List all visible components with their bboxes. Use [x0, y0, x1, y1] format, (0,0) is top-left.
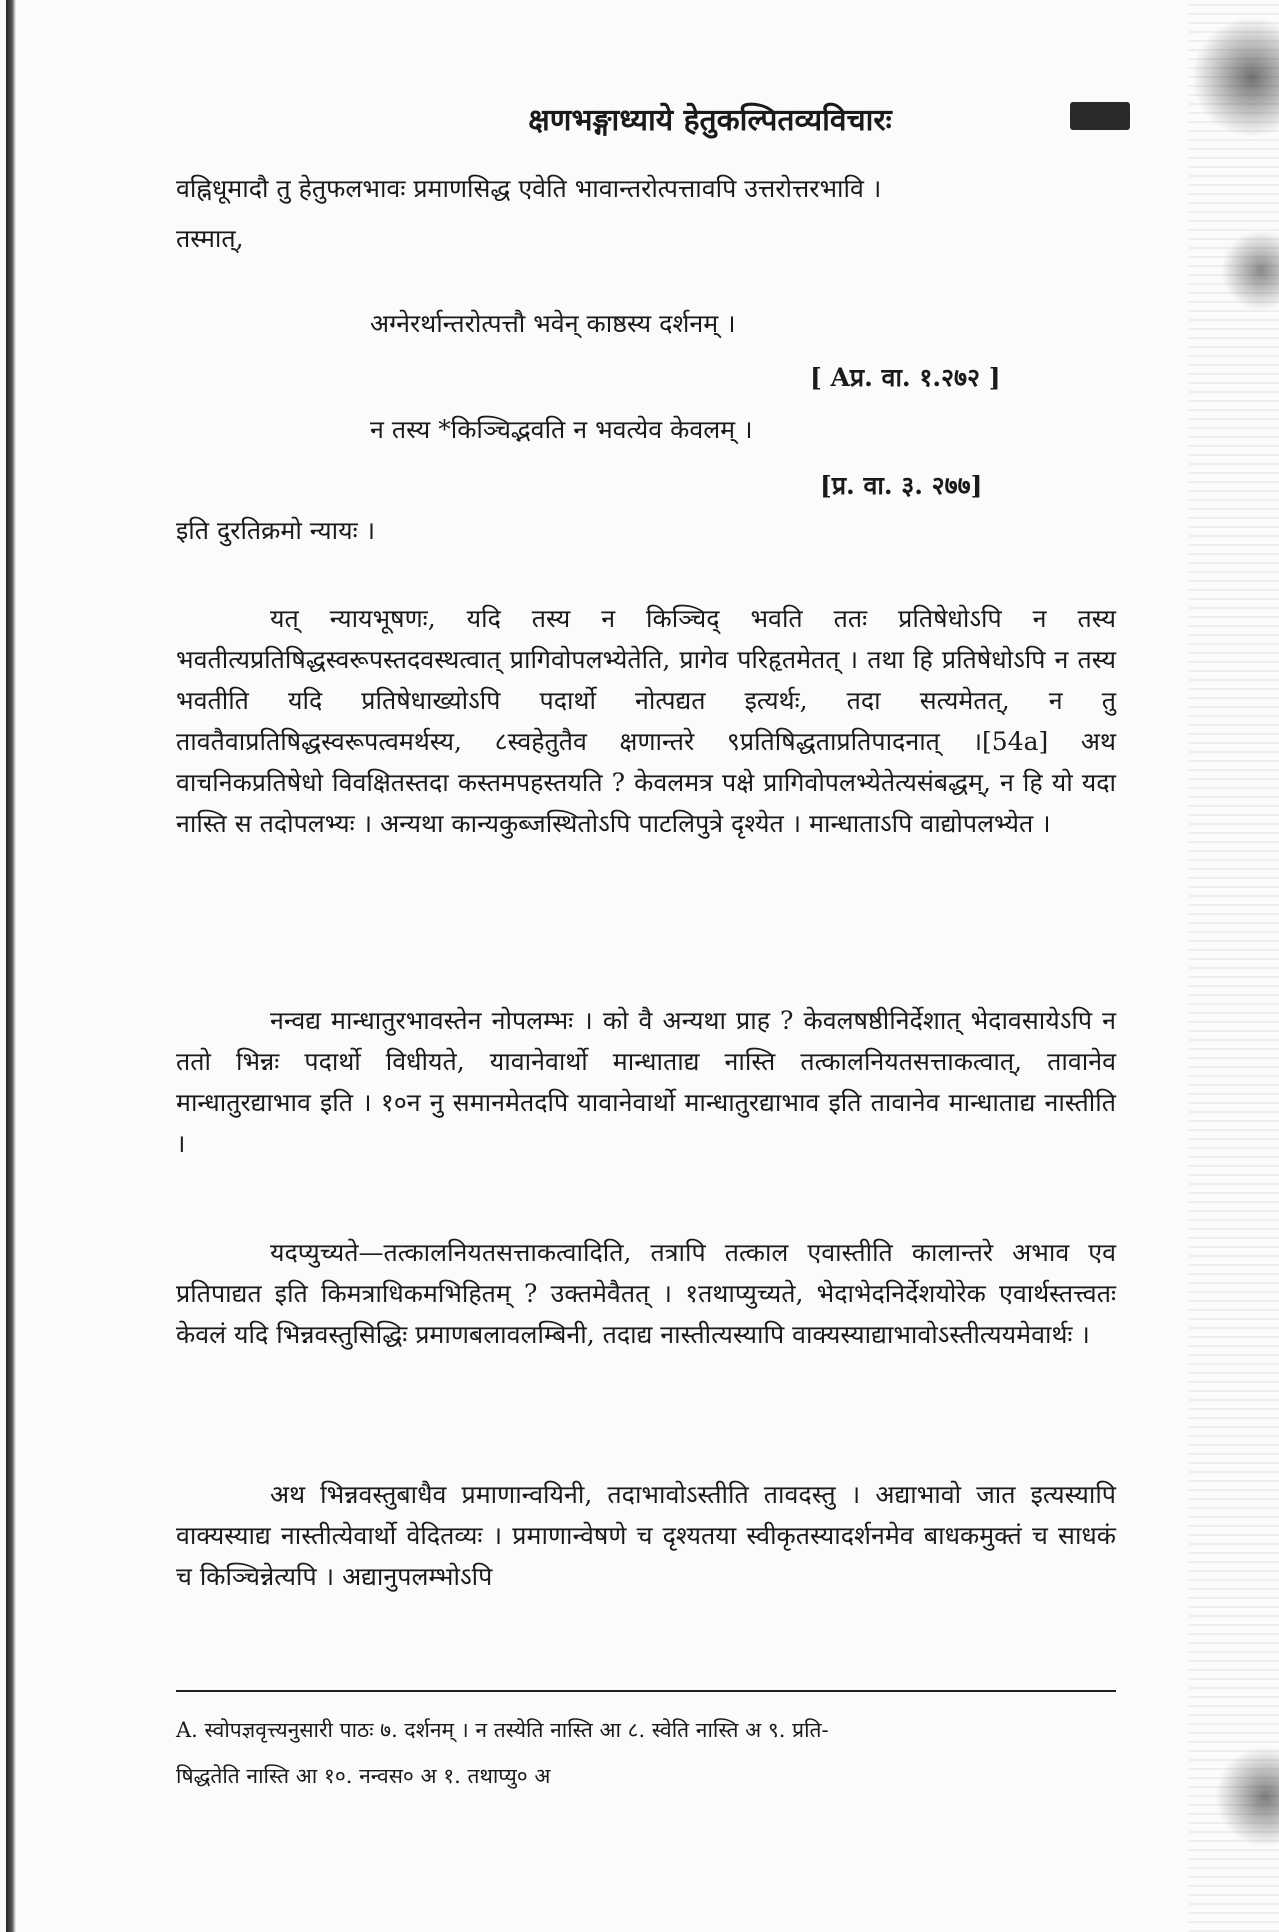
paragraph-2: नन्वद्य मान्धातुरभावस्तेन नोपलम्भः । को वै अन्यथा प्राह ? केवलषष्ठीनिर्देशात् भेदावसायेऽपि न ततो भिन्नः पदार्थो विधीयते, यावानेवार्थो मान्धाताद्य नास्ति तत्कालनियतसत्ताकत्वात्, तावानेव मान्धातुरद्याभाव इति । १०न नु समानमेतदपि यावानेवार्थो मान्धातुरद्याभाव इति तावानेव मान्धाताद्य नास्तीति । — [176, 1006, 1116, 1158]
verse-1-reference: [ Aप्र. वा. १.२७२ ] — [810, 363, 1001, 392]
footnote-line-2: षिद्धतेति नास्ति आ १०. नन्वस० अ १. तथाप्यु० अ — [176, 1764, 551, 1788]
paragraph-3: यदप्युच्यते—तत्कालनियतसत्ताकत्वादिति, तत्रापि तत्काल एवास्तीति कालान्तरे अभाव एव प्रतिपाद्यत इति किमत्राधिकमभिहितम् ? उक्तमेवैतत् । १तथाप्युच्यते, भेदाभेदनिर्देशयोरेक एवार्थस्तत्त्वतः केवलं यदि भिन्नवस्तुसिद्धिः प्रमाणबलावलम्बिनी, तदाद्य नास्तीत्यस्यापि वाक्यस्याद्याभावोऽस्तीत्ययमेवार्थः । — [176, 1238, 1116, 1349]
body-line-2: तस्मात्, — [176, 224, 244, 253]
body-line-1: वह्निधूमादौ तु हेतुफलभावः प्रमाणसिद्ध एवेति भावान्तरोत्पत्तावपि उत्तरोत्तरभावि । — [176, 174, 882, 203]
footnote-line-1: A. स्वोपज्ञवृत्त्यनुसारी पाठः ७. दर्शनम् । न तस्येति नास्ति आ ८. स्वेति नास्ति अ ९. प्रति- — [176, 1718, 829, 1742]
scan-right-edge — [1189, 0, 1279, 1932]
page-number-smudge — [1070, 102, 1130, 130]
verse-1: अग्नेरर्थान्तरोत्पत्तौ भवेन् काष्ठस्य दर्शनम् । — [370, 309, 736, 338]
verse-2-reference: [प्र. वा. ३. २७७] — [820, 471, 983, 500]
body-line-3: इति दुरतिक्रमो न्यायः । — [176, 516, 376, 545]
scan-left-edge — [6, 0, 16, 1932]
running-header: क्षणभङ्गाध्याये हेतुकल्पितव्यविचारः — [528, 103, 892, 138]
footnote-rule — [176, 1690, 1116, 1692]
verse-2: न तस्य *किञ्चिद्भवति न भवत्येव केवलम् । — [370, 415, 753, 444]
paragraph-4: अथ भिन्नवस्तुबाधैव प्रमाणान्वयिनी, तदाभावोऽस्तीति तावदस्तु । अद्याभावो जात इत्यस्यापि वाक्यस्याद्य नास्तीत्येवार्थो वेदितव्यः । प्रमाणान्वेषणे च दृश्यतया स्वीकृतस्यादर्शनमेव बाधकमुक्तं च साधकं च किञ्चिन्नेत्यपि । अद्यानुपलम्भोऽपि — [176, 1480, 1116, 1591]
paragraph-1: यत् न्यायभूषणः, यदि तस्य न किञ्चिद् भवति ततः प्रतिषेधोऽपि न तस्य भवतीत्यप्रतिषिद्धस्वरूपस्तदवस्थत्वात् प्रागिवोपलभ्येतेति, प्रागेव परिहृतमेतत् । तथा हि प्रतिषेधोऽपि न तस्य भवतीति यदि प्रतिषेधाख्योऽपि पदार्थो नोत्पद्यत इत्यर्थः, तदा सत्यमेतत्, न तु तावतैवाप्रतिषिद्धस्वरूपत्वमर्थस्य, ८स्वहेतुतैव क्षणान्तरे ९प्रतिषिद्धताप्रतिपादनात् ।[54a] अथ वाचनिकप्रतिषेधो विवक्षितस्तदा कस्तमपहस्तयति ? केवलमत्र पक्षे प्रागिवोपलभ्येतेत्यसंबद्धम्, न हि यो यदा नास्ति स तदोपलभ्यः । अन्यथा कान्यकुब्जस्थितोऽपि पाटलिपुत्रे दृश्येत । मान्धाताऽपि वाद्योपलभ्येत । — [176, 604, 1116, 838]
